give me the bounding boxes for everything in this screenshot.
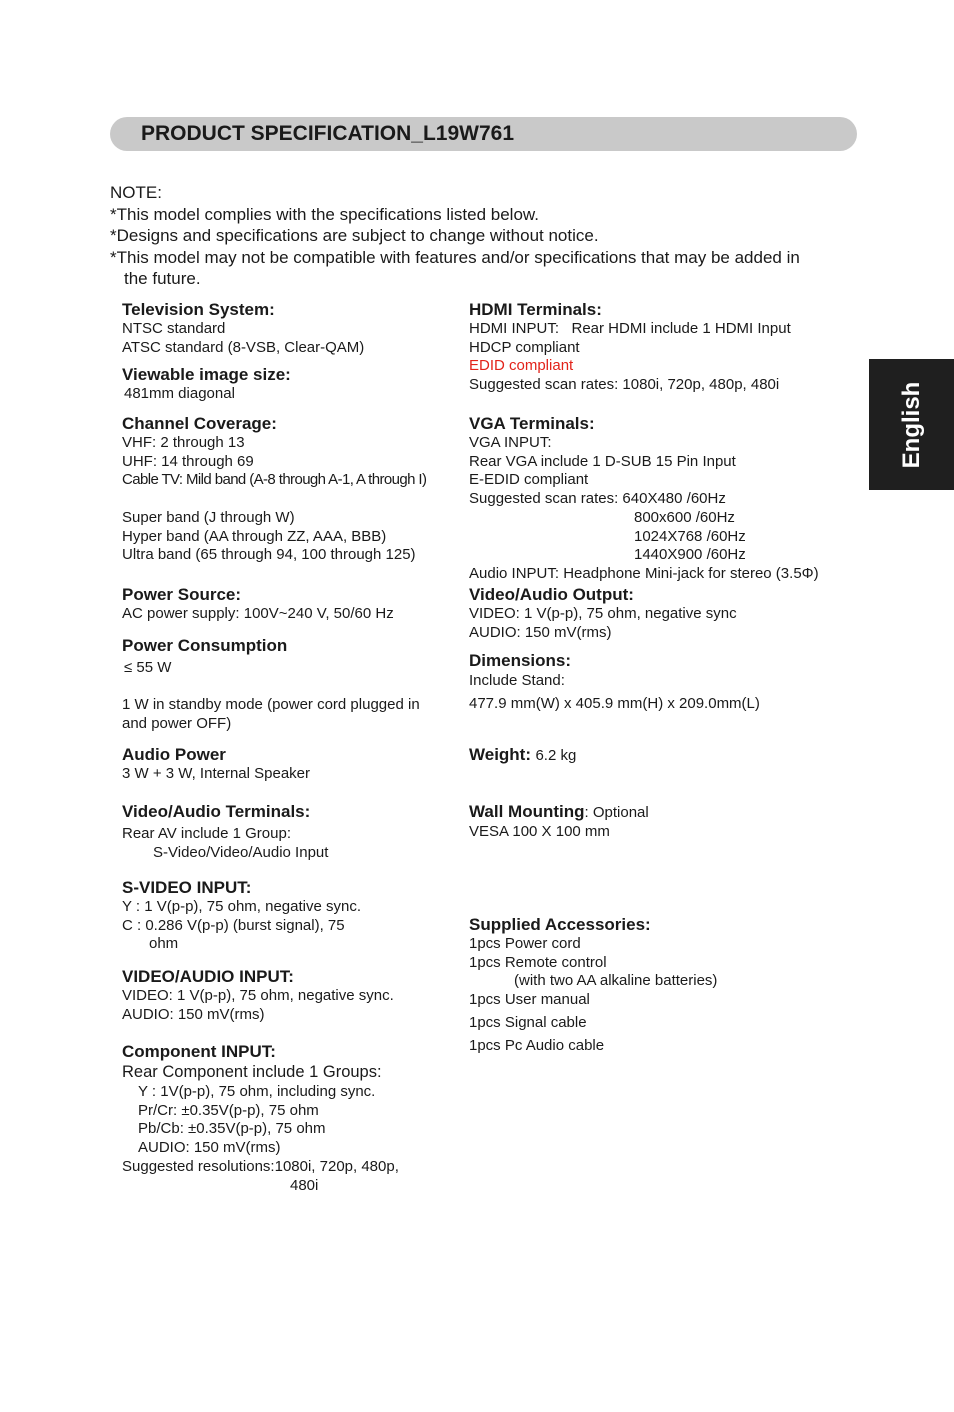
spec-heading: Component INPUT: [122, 1042, 276, 1061]
spec-video-audio-input [122, 967, 462, 1024]
accessory-item: 1pcs Remote control [469, 953, 607, 971]
spec-heading: Video/Audio Output: [469, 585, 634, 604]
spec-line: Pr/Cr: ±0.35V(p-p), 75 ohm [138, 1101, 319, 1119]
language-tab [869, 359, 954, 490]
spec-line: AUDIO: 150 mV(rms) [122, 1005, 265, 1023]
spec-line: 480i [290, 1176, 319, 1194]
spec-power-source [122, 585, 462, 624]
spec-line: Suggested scan rates: 1080i, 720p, 480p, 480i [469, 376, 780, 394]
spec-line: 1 W in standby mode (power cord plugged in [122, 696, 420, 714]
spec-line: Y : 1V(p-p), 75 ohm, including sync. [138, 1083, 376, 1100]
spec-video-audio-terminals [122, 802, 462, 862]
spec-power-consumption [122, 636, 462, 734]
spec-line: Super band (J through W) [122, 508, 295, 526]
spec-line: ≤ 55 W [124, 659, 172, 676]
spec-line: Rear Component include 1 Groups: [122, 1063, 382, 1081]
spec-vga-terminals [469, 414, 859, 584]
accessory-item: 1pcs Pc Audio cable [469, 1036, 605, 1054]
spec-heading: Channel Coverage: [122, 414, 277, 433]
accessory-item: 1pcs Signal cable [469, 1013, 587, 1031]
spec-line: VIDEO: 1 V(p-p), 75 ohm, negative sync [469, 605, 737, 622]
spec-line: ATSC standard (8-VSB, Clear-QAM) [122, 338, 365, 356]
spec-audio-power [122, 745, 462, 784]
spec-line: NTSC standard [122, 320, 226, 337]
spec-video-audio-output [469, 585, 859, 642]
note-line: *This model complies with the specifications listed below. [110, 204, 539, 224]
spec-television-system [122, 300, 462, 357]
spec-line: Rear VGA include 1 D-SUB 15 Pin Input [469, 452, 736, 470]
spec-line: 1440X900 /60Hz [634, 546, 746, 564]
accessory-item: 1pcs Power cord [469, 935, 581, 952]
spec-line: HDMI INPUT: Rear HDMI include 1 HDMI Input [469, 320, 791, 337]
spec-line: Ultra band (65 through 94, 100 through 125) [122, 546, 416, 564]
title-bar [110, 117, 857, 151]
page-title: PRODUCT SPECIFICATION_L19W761 [141, 122, 515, 145]
spec-svideo-input [122, 878, 462, 954]
spec-line: Suggested resolutions:1080i, 720p, 480p, [122, 1157, 399, 1175]
spec-line-highlight: EDID compliant [469, 357, 574, 375]
spec-heading: Dimensions: [469, 651, 572, 670]
spec-dimensions [469, 651, 859, 713]
spec-line: Include Stand: [469, 672, 565, 689]
spec-heading: S-VIDEO INPUT: [122, 878, 252, 897]
spec-supplied-accessories [469, 915, 859, 1055]
accessory-item: 1pcs User manual [469, 991, 590, 1009]
spec-line: HDCP compliant [469, 338, 580, 356]
spec-line: 800x600 /60Hz [634, 508, 735, 526]
spec-line: 1024X768 /60Hz [634, 527, 746, 545]
spec-line: VESA 100 X 100 mm [469, 823, 610, 840]
spec-heading: Weight: [469, 745, 532, 764]
spec-line: AC power supply: 100V~240 V, 50/60 Hz [122, 605, 394, 622]
spec-heading: Power Consumption [122, 636, 288, 655]
spec-channel-coverage [122, 414, 462, 565]
spec-line [122, 490, 462, 509]
note-line: *This model may not be compatible with features and/or specifications that may be added in [110, 247, 800, 267]
spec-heading: HDMI Terminals: [469, 300, 602, 319]
spec-line: Rear AV include 1 Group: [122, 825, 291, 842]
spec-line: UHF: 14 through 69 [122, 452, 254, 470]
spec-line: and power OFF) [122, 715, 232, 733]
spec-line: Cable TV: Mild band (A-8 through A-1, A through I) [122, 471, 427, 489]
spec-weight [469, 745, 859, 765]
spec-heading: Viewable image size: [122, 365, 291, 384]
spec-line: Y : 1 V(p-p), 75 ohm, negative sync. [122, 898, 362, 915]
spec-heading: VGA Terminals: [469, 414, 595, 433]
spec-line: VHF: 2 through 13 [122, 434, 245, 451]
spec-line: C : 0.286 V(p-p) (burst signal), 75 [122, 916, 345, 934]
note-heading: NOTE: [110, 183, 162, 202]
spec-line: AUDIO: 150 mV(rms) [469, 623, 612, 641]
spec-line: Audio INPUT: Headphone Mini-jack for stereo (3.5Φ) [469, 564, 819, 582]
note-line: *Designs and specifications are subject to change without notice. [110, 226, 599, 245]
spec-line: Suggested scan rates: 640X480 /60Hz [469, 490, 726, 508]
spec-line: S-Video/Video/Audio Input [153, 843, 329, 861]
spec-value: 6.2 kg [535, 747, 577, 764]
spec-line: Pb/Cb: ±0.35V(p-p), 75 ohm [138, 1120, 326, 1138]
spec-heading: Television System: [122, 300, 275, 319]
notes-block [110, 182, 870, 290]
spec-heading: VIDEO/AUDIO INPUT: [122, 967, 294, 986]
spec-line: 477.9 mm(W) x 405.9 mm(H) x 209.0mm(L) [469, 694, 760, 712]
spec-viewable-size [122, 365, 462, 404]
spec-line: 3 W + 3 W, Internal Speaker [122, 765, 311, 782]
spec-line: 481mm diagonal [124, 385, 235, 402]
spec-heading: Video/Audio Terminals: [122, 802, 311, 821]
spec-heading: Power Source: [122, 585, 242, 604]
spec-line: E-EDID compliant [469, 471, 589, 489]
spec-hdmi-terminals [469, 300, 859, 395]
spec-line: VIDEO: 1 V(p-p), 75 ohm, negative sync. [122, 987, 394, 1004]
spec-value: : Optional [584, 804, 649, 821]
accessory-item-note: (with two AA alkaline batteries) [514, 972, 718, 990]
language-tab-label: English [897, 381, 925, 468]
spec-line [122, 678, 462, 697]
spec-heading: Wall Mounting [469, 802, 585, 821]
spec-wall-mounting [469, 802, 859, 842]
spec-line: Hyper band (AA through ZZ, AAA, BBB) [122, 527, 387, 545]
spec-heading: Audio Power [122, 745, 226, 764]
spec-component-input [122, 1042, 462, 1195]
note-line: the future. [124, 269, 201, 288]
spec-line: VGA INPUT: [469, 434, 552, 451]
spec-heading: Supplied Accessories: [469, 915, 651, 934]
spec-line: ohm [149, 935, 179, 953]
spec-line: AUDIO: 150 mV(rms) [138, 1139, 281, 1157]
